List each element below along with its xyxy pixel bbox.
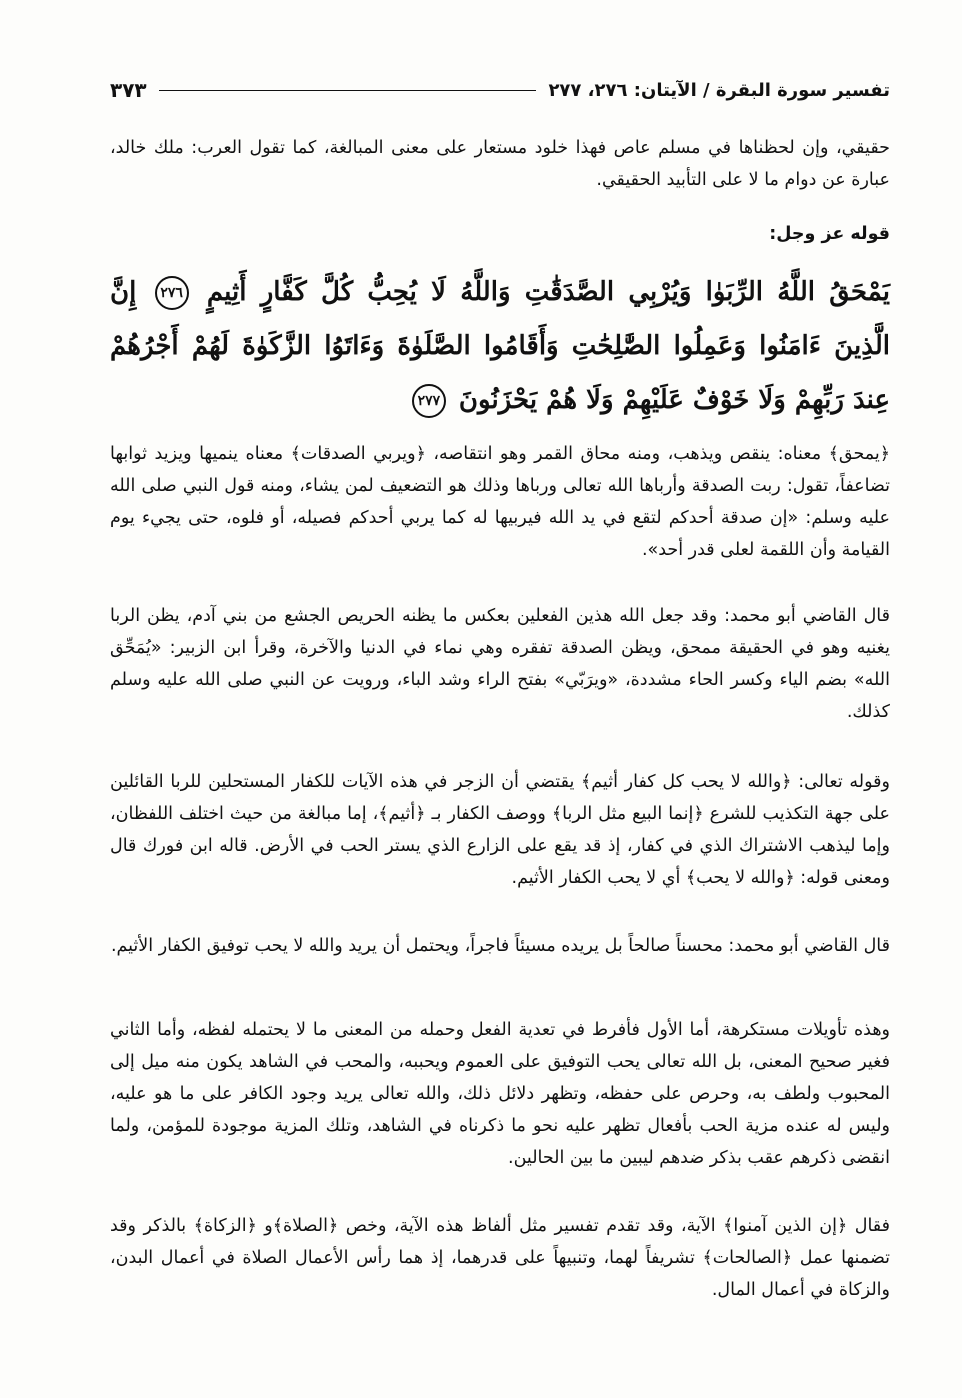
header-title: تفسير سورة البقرة / الآيتان: ٢٧٦، ٢٧٧ — [548, 79, 890, 101]
verse-number-276: ٢٧٦ — [155, 276, 189, 310]
paragraph-2: ﴿يمحق﴾ معناه: ينقص ويذهب، ومنه محاق القمر وهو انتقاصه، ﴿ويربي الصدقات﴾ معناه ينميها ويزيد ثوابها تضاعفاً، تقول: ربت الصدقة وأرباها الله تعالى ورباها وذلك هو التضعيف لمن يشاء، ومنه قول النبي صلى الله عليه وسلم: «إن صدقة أحدكم لتقع في يد الله فيربيها له كما يربي أحدكم فصيله، أو فلوه، حتى يجيء يوم القيامة وأن اللقمة لعلى قدر أحد». — [110, 444, 890, 560]
paragraph-5: قال القاضي أبو محمد: محسناً صالحاً بل يريده مسيئاً فاجراً، ويحتمل أن يريد والله لا يحب توفيق الكفار الأثيم. — [110, 936, 890, 956]
verse-276: يَمْحَقُ اللَّهُ الرِّبَوٰا وَيُرْبِي الصَّدَقَٰتِ وَاللَّهُ لَا يُحِبُّ كُلَّ كَفَّارٍ أَثِيمٍ — [206, 277, 890, 307]
paragraph-6: وهذه تأويلات مستكرهة، أما الأول فأفرط في تعدية الفعل وحمله من المعنى ما لا يحتمله لفظه، وأما الثاني فغير صحيح المعنى، بل الله تعالى يحب التوفيق على العموم ويحببه، والمحب في الشاهد يكون منه ميل إلى المحبوب ولطف به، وحرص على حفظه، وتظهر دلائل ذلك، والله تعالى يريد وجود الكافر على ما هو عليه، وليس له عنده مزية الحب بأفعال تظهر عليه نحو ما ذكرناه في الشاهد، وتلك المزية موجودة للمؤمن، ولما انقضى ذكرهم عقب بذكر ضدهم ليبين ما بين الحالين. — [110, 1020, 890, 1168]
paragraph-7: فقال ﴿إن الذين آمنوا﴾ الآية، وقد تقدم تفسير مثل ألفاظ هذه الآية، وخص ﴿الصلاة﴾و ﴿الزكاة﴾ بالذكر وقد تضمنها عمل ﴿الصالحات﴾ تشريفاً لهما، وتنبيهاً على قدرهما، إذ هما رأس الأعمال الصلاة في أعمال البدن، والزكاة في أعمال المال. — [110, 1216, 890, 1300]
paragraph-1: حقيقي، وإن لحظناها في مسلم عاص فهذا خلود مستعار على معنى المبالغة، كما تقول العرب: ملك خالد، عبارة عن دوام ما لا على التأبيد الحقيقي. — [110, 138, 890, 190]
page — [110, 70, 890, 1300]
paragraph-3: قال القاضي أبو محمد: وقد جعل الله هذين الفعلين بعكس ما يظنه الحريص الجشع من بني آدم، يظن الربا يغنيه وهو في الحقيقة ممحق، ويظن الصدقة تفقره وهي نماء في الدنيا والآخرة، وقرأ ابن الزبير: «يُمَحِّق الله» بضم الياء وكسر الحاء مشددة، «ويرَبّي» بفتح الراء وشد الباء، ورويت عن النبي صلى الله عليه وسلم كذلك. — [110, 606, 890, 722]
running-header — [110, 70, 890, 110]
verse-intro: قوله عز وجل: — [769, 224, 890, 244]
page-number: ٣٧٣ — [110, 78, 147, 102]
verse-number-277: ٢٧٧ — [412, 384, 446, 418]
paragraph-4: وقوله تعالى: ﴿والله لا يحب كل كفار أثيم﴾ يقتضي أن الزجر في هذه الآيات للكفار المستحلين للربا القائلين على جهة التكذيب للشرع ﴿إنما البيع مثل الربا﴾ ووصف الكفار بـ ﴿أثيم﴾، إما مبالغة من حيث اختلف اللفظان، وإما ليذهب الاشتراك الذي في كفار، إذ قد يقع على الزارع الذي يستر الحب في الأرض. قاله ابن فورك قال ومعنى قوله: ﴿والله لا يحب﴾ أي لا يحب الكفار الأثيم. — [110, 772, 890, 888]
header-rule — [159, 90, 537, 91]
quran-block — [110, 265, 890, 427]
verse-277: إِنَّ الَّذِينَ ءَامَنُوا وَعَمِلُوا الصَّٰلِحَٰتِ وَأَقَامُوا الصَّلَوٰةَ وَءَاتَوُا الزَّكَوٰةَ لَهُمْ أَجْرُهُمْ عِندَ رَبِّهِمْ وَلَا خَوْفٌ عَلَيْهِمْ وَلَا هُمْ يَحْزَنُونَ — [110, 277, 890, 415]
